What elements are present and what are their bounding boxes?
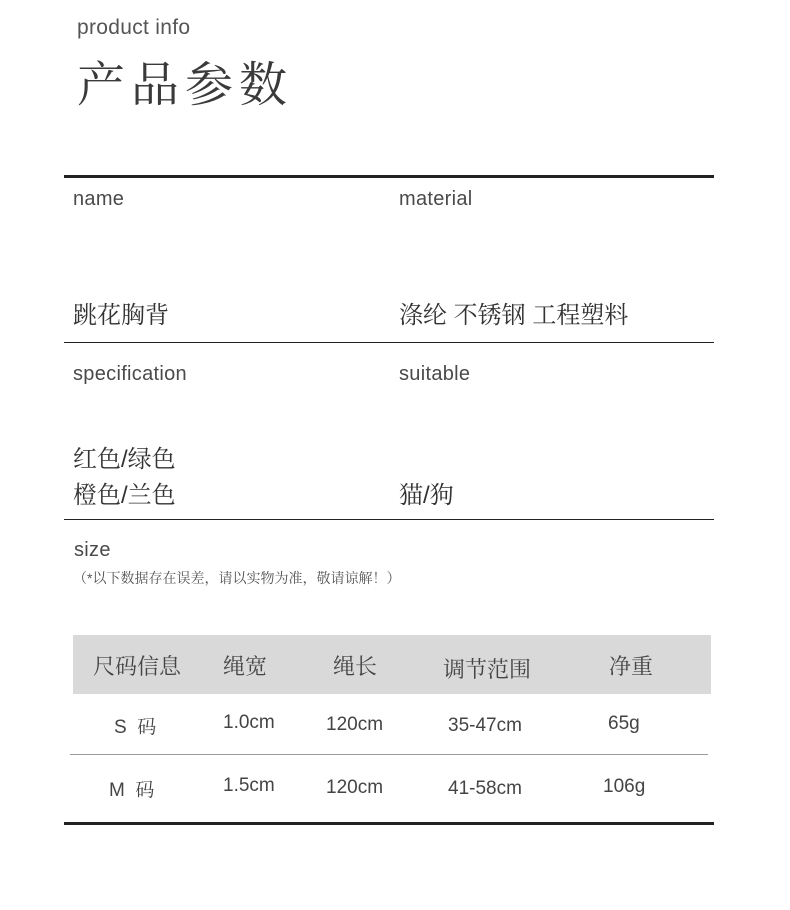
size-table-header-cell: 绳宽 [223,654,268,679]
material-value: 涤纶 不锈钢 工程塑料 [399,302,629,329]
table-cell: 106g [603,776,646,797]
name-value: 跳花胸背 [73,302,169,329]
size-label: size [74,539,111,561]
size-table-header-cell: 绳长 [333,654,378,679]
table-cell: 41-58cm [448,778,522,799]
table-row-divider [70,754,708,755]
table-cell: 120cm [326,777,384,798]
specification-label: specification [73,363,187,385]
table-cell: 1.5cm [223,775,275,796]
specification-value-line2: 橙色/兰色 [73,482,176,509]
row-divider-1 [64,342,714,343]
table-cell: 65g [608,713,640,734]
page-subtitle: product info [77,16,191,39]
table-cell: M 码 [109,780,155,801]
page-title: 产品参数 [77,59,294,112]
size-table-header-cell: 尺码信息 [93,654,182,679]
specification-value-line1: 红色/绿色 [73,446,176,473]
suitable-value: 猫/狗 [399,482,454,509]
size-note: （*以下数据存在误差，请以实物为准，敬请谅解！） [73,570,401,586]
size-table-header-cell: 调节范围 [443,657,532,682]
table-cell: S 码 [114,717,157,738]
table-cell: 35-47cm [448,715,522,736]
top-divider [64,175,714,178]
material-label: material [399,188,473,210]
bottom-divider [64,822,714,825]
size-table-header-cell: 净重 [609,654,654,679]
suitable-label: suitable [399,363,471,385]
table-cell: 1.0cm [223,712,275,733]
name-label: name [73,188,125,210]
row-divider-2 [64,519,714,520]
table-cell: 120cm [326,714,384,735]
